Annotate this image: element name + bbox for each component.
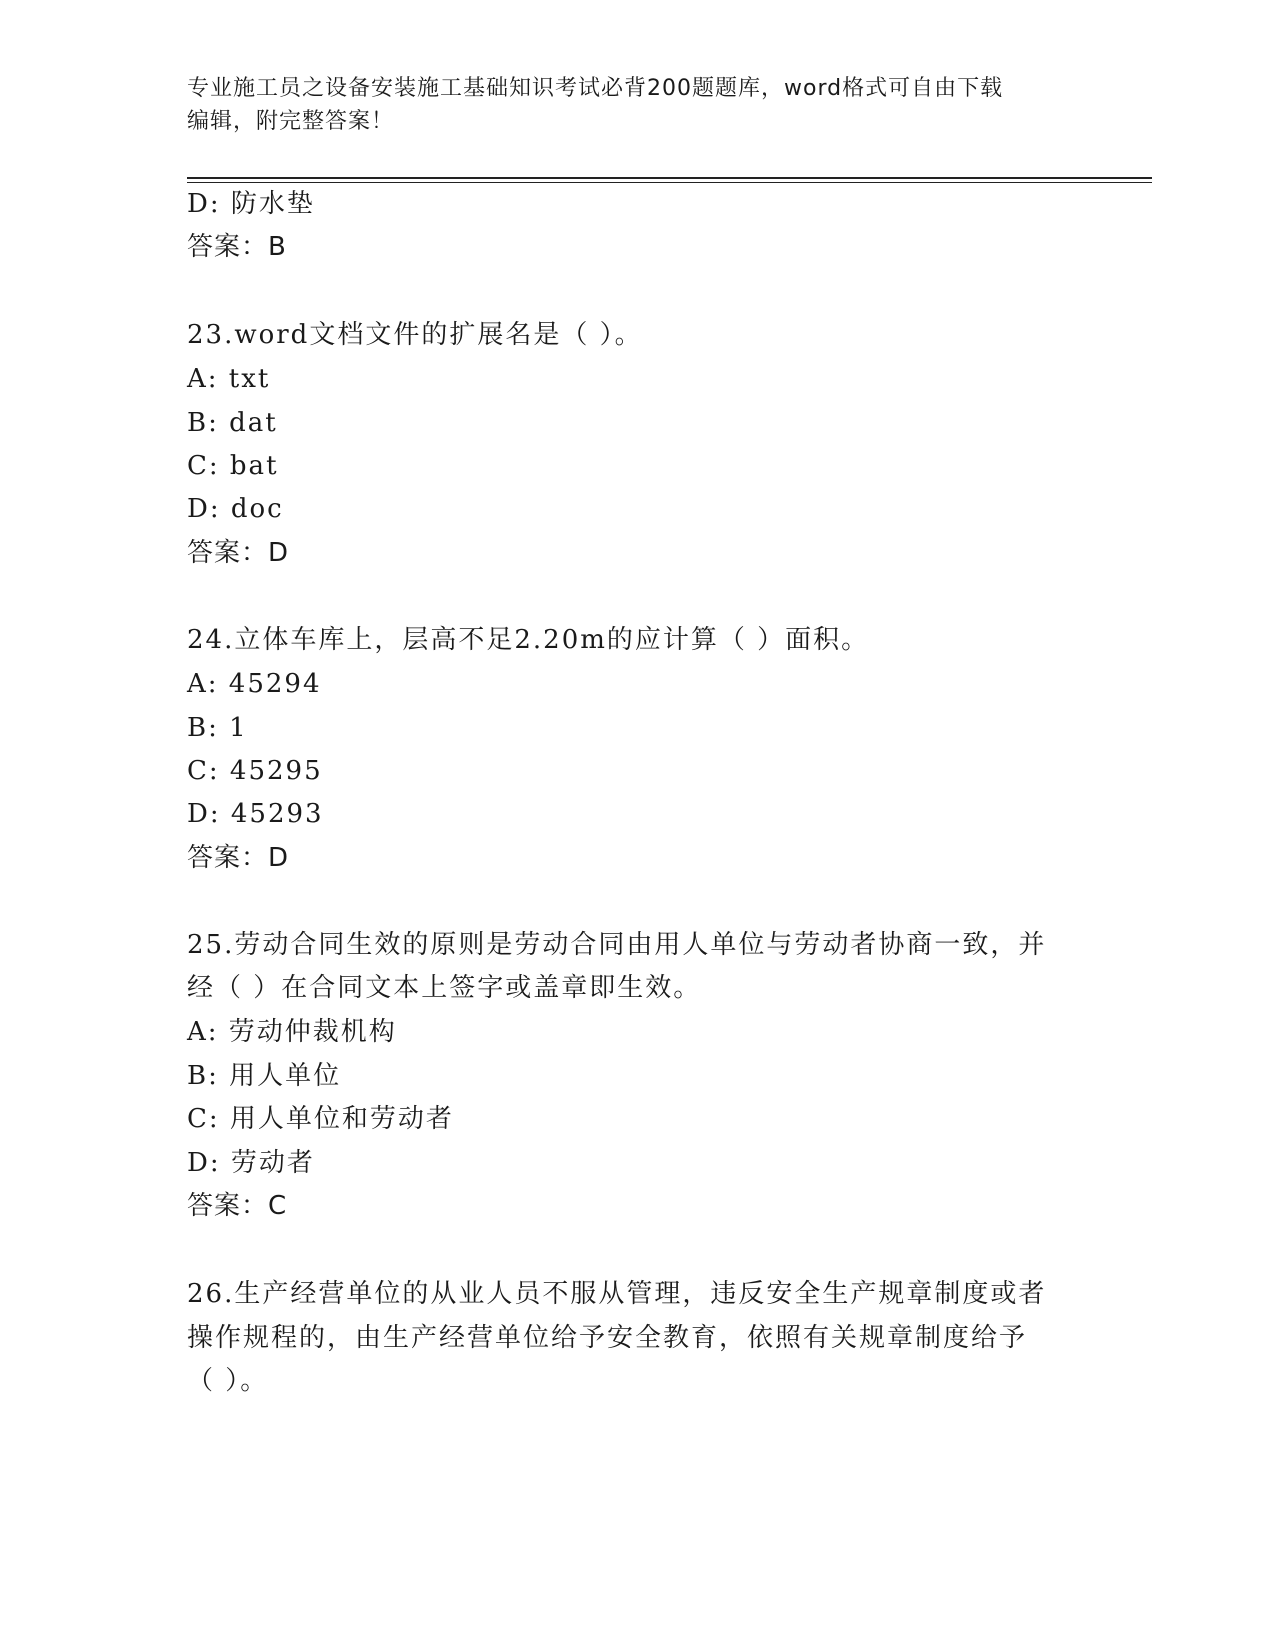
q26-question-line-1: 26.生产经营单位的从业人员不服从管理，违反安全生产规章制度或者: [187, 1279, 1047, 1309]
header-rule-thin: [187, 182, 1152, 183]
q25-option-a: A: 劳动仲裁机构: [187, 1017, 397, 1047]
q25-option-c: C: 用人单位和劳动者: [187, 1104, 454, 1134]
q23-option-c: C: bat: [187, 451, 279, 481]
q24-option-c: C: 45295: [187, 756, 323, 786]
q23-option-d: D: doc: [187, 494, 284, 524]
q23-answer: 答案：D: [187, 538, 290, 568]
header-rule-thick: [187, 177, 1152, 179]
q23-option-a: A: txt: [187, 364, 271, 394]
prev-option-d: D: 防水垫: [187, 189, 315, 219]
q23-question: 23.word文档文件的扩展名是（ ）。: [187, 320, 643, 350]
q24-option-b: B: 1: [187, 713, 248, 743]
header-line-2: 编辑，附完整答案！: [187, 109, 395, 134]
page-header: [187, 72, 1067, 138]
q25-question-line-1: 25.劳动合同生效的原则是劳动合同由用人单位与劳动者协商一致，并: [187, 930, 1047, 960]
q24-question: 24.立体车库上，层高不足2.20m的应计算（ ）面积。: [187, 625, 870, 655]
q25-question-line-2: 经（ ）在合同文本上签字或盖章即生效。: [187, 973, 702, 1003]
header-line-1: 专业施工员之设备安装施工基础知识考试必背200题题库，word格式可自由下载: [187, 76, 1004, 101]
q23-option-b: B: dat: [187, 408, 278, 438]
q26-question-line-3: （ ）。: [187, 1366, 269, 1396]
q24-option-a: A: 45294: [187, 669, 322, 699]
q25-answer: 答案：C: [187, 1191, 288, 1221]
q25-option-d: D: 劳动者: [187, 1148, 315, 1178]
q24-answer: 答案：D: [187, 843, 290, 873]
q26-question-line-2: 操作规程的，由生产经营单位给予安全教育，依照有关规章制度给予: [187, 1323, 1028, 1353]
q25-option-b: B: 用人单位: [187, 1061, 342, 1091]
q24-option-d: D: 45293: [187, 799, 324, 829]
prev-answer: 答案：B: [187, 232, 287, 262]
